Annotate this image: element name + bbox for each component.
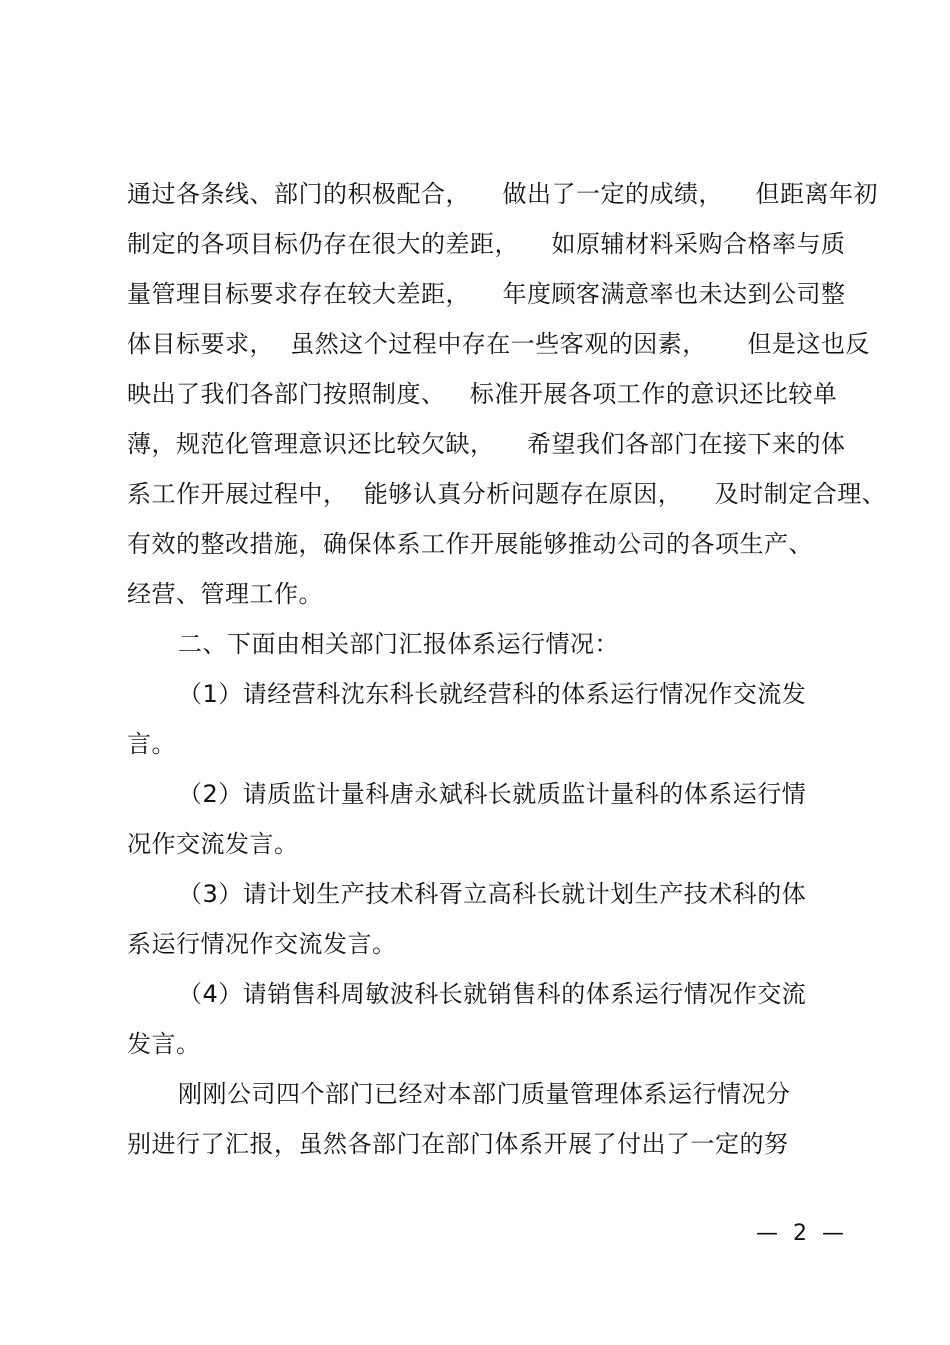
body-text-line: 通过各条线、部门的积极配合， 做出了一定的成绩， 但距离年初 — [127, 180, 879, 208]
list-item-line: （4）请销售科周敏波科长就销售科的体系运行情况作交流 — [178, 980, 807, 1008]
section-heading: 二、下面由相关部门汇报体系运行情况： — [178, 630, 619, 658]
body-text-line: 量管理目标要求存在较大差距， 年度顾客满意率也未达到公司整 — [127, 280, 846, 308]
list-item-line: 言。 — [127, 730, 176, 758]
list-item-line: （2）请质监计量科唐永斌科长就质监计量科的体系运行情 — [178, 780, 807, 808]
body-text-line: 体目标要求， 虽然这个过程中存在一些客观的因素， 但是这也反 — [127, 330, 870, 358]
body-text-line: 有效的整改措施，确保体系工作开展能够推动公司的各项生产、 — [127, 530, 813, 558]
body-text-line: 系工作开展过程中， 能够认真分析问题存在原因， 及时制定合理、 — [127, 480, 887, 508]
list-item-line: 发言。 — [127, 1030, 201, 1058]
body-text-line: 刚刚公司四个部门已经对本部门质量管理体系运行情况分 — [178, 1080, 791, 1108]
body-text-line: 经营、管理工作。 — [127, 580, 323, 608]
page-number: — 2 — — [756, 1221, 848, 1246]
body-text-line: 别进行了汇报，虽然各部门在部门体系开展了付出了一定的努 — [127, 1130, 789, 1158]
body-text-line: 薄，规范化管理意识还比较欠缺， 希望我们各部门在接下来的体 — [127, 430, 846, 458]
list-item-line: （3）请计划生产技术科胥立高科长就计划生产技术科的体 — [178, 880, 807, 908]
body-text-line: 映出了我们各部门按照制度、 标准开展各项工作的意识还比较单 — [127, 380, 838, 408]
body-text-line: 制定的各项目标仍存在很大的差距， 如原辅材料采购合格率与质 — [127, 230, 846, 258]
list-item-line: 况作交流发言。 — [127, 830, 299, 858]
list-item-line: 系运行情况作交流发言。 — [127, 930, 397, 958]
list-item-line: （1）请经营科沈东科长就经营科的体系运行情况作交流发 — [178, 680, 807, 708]
